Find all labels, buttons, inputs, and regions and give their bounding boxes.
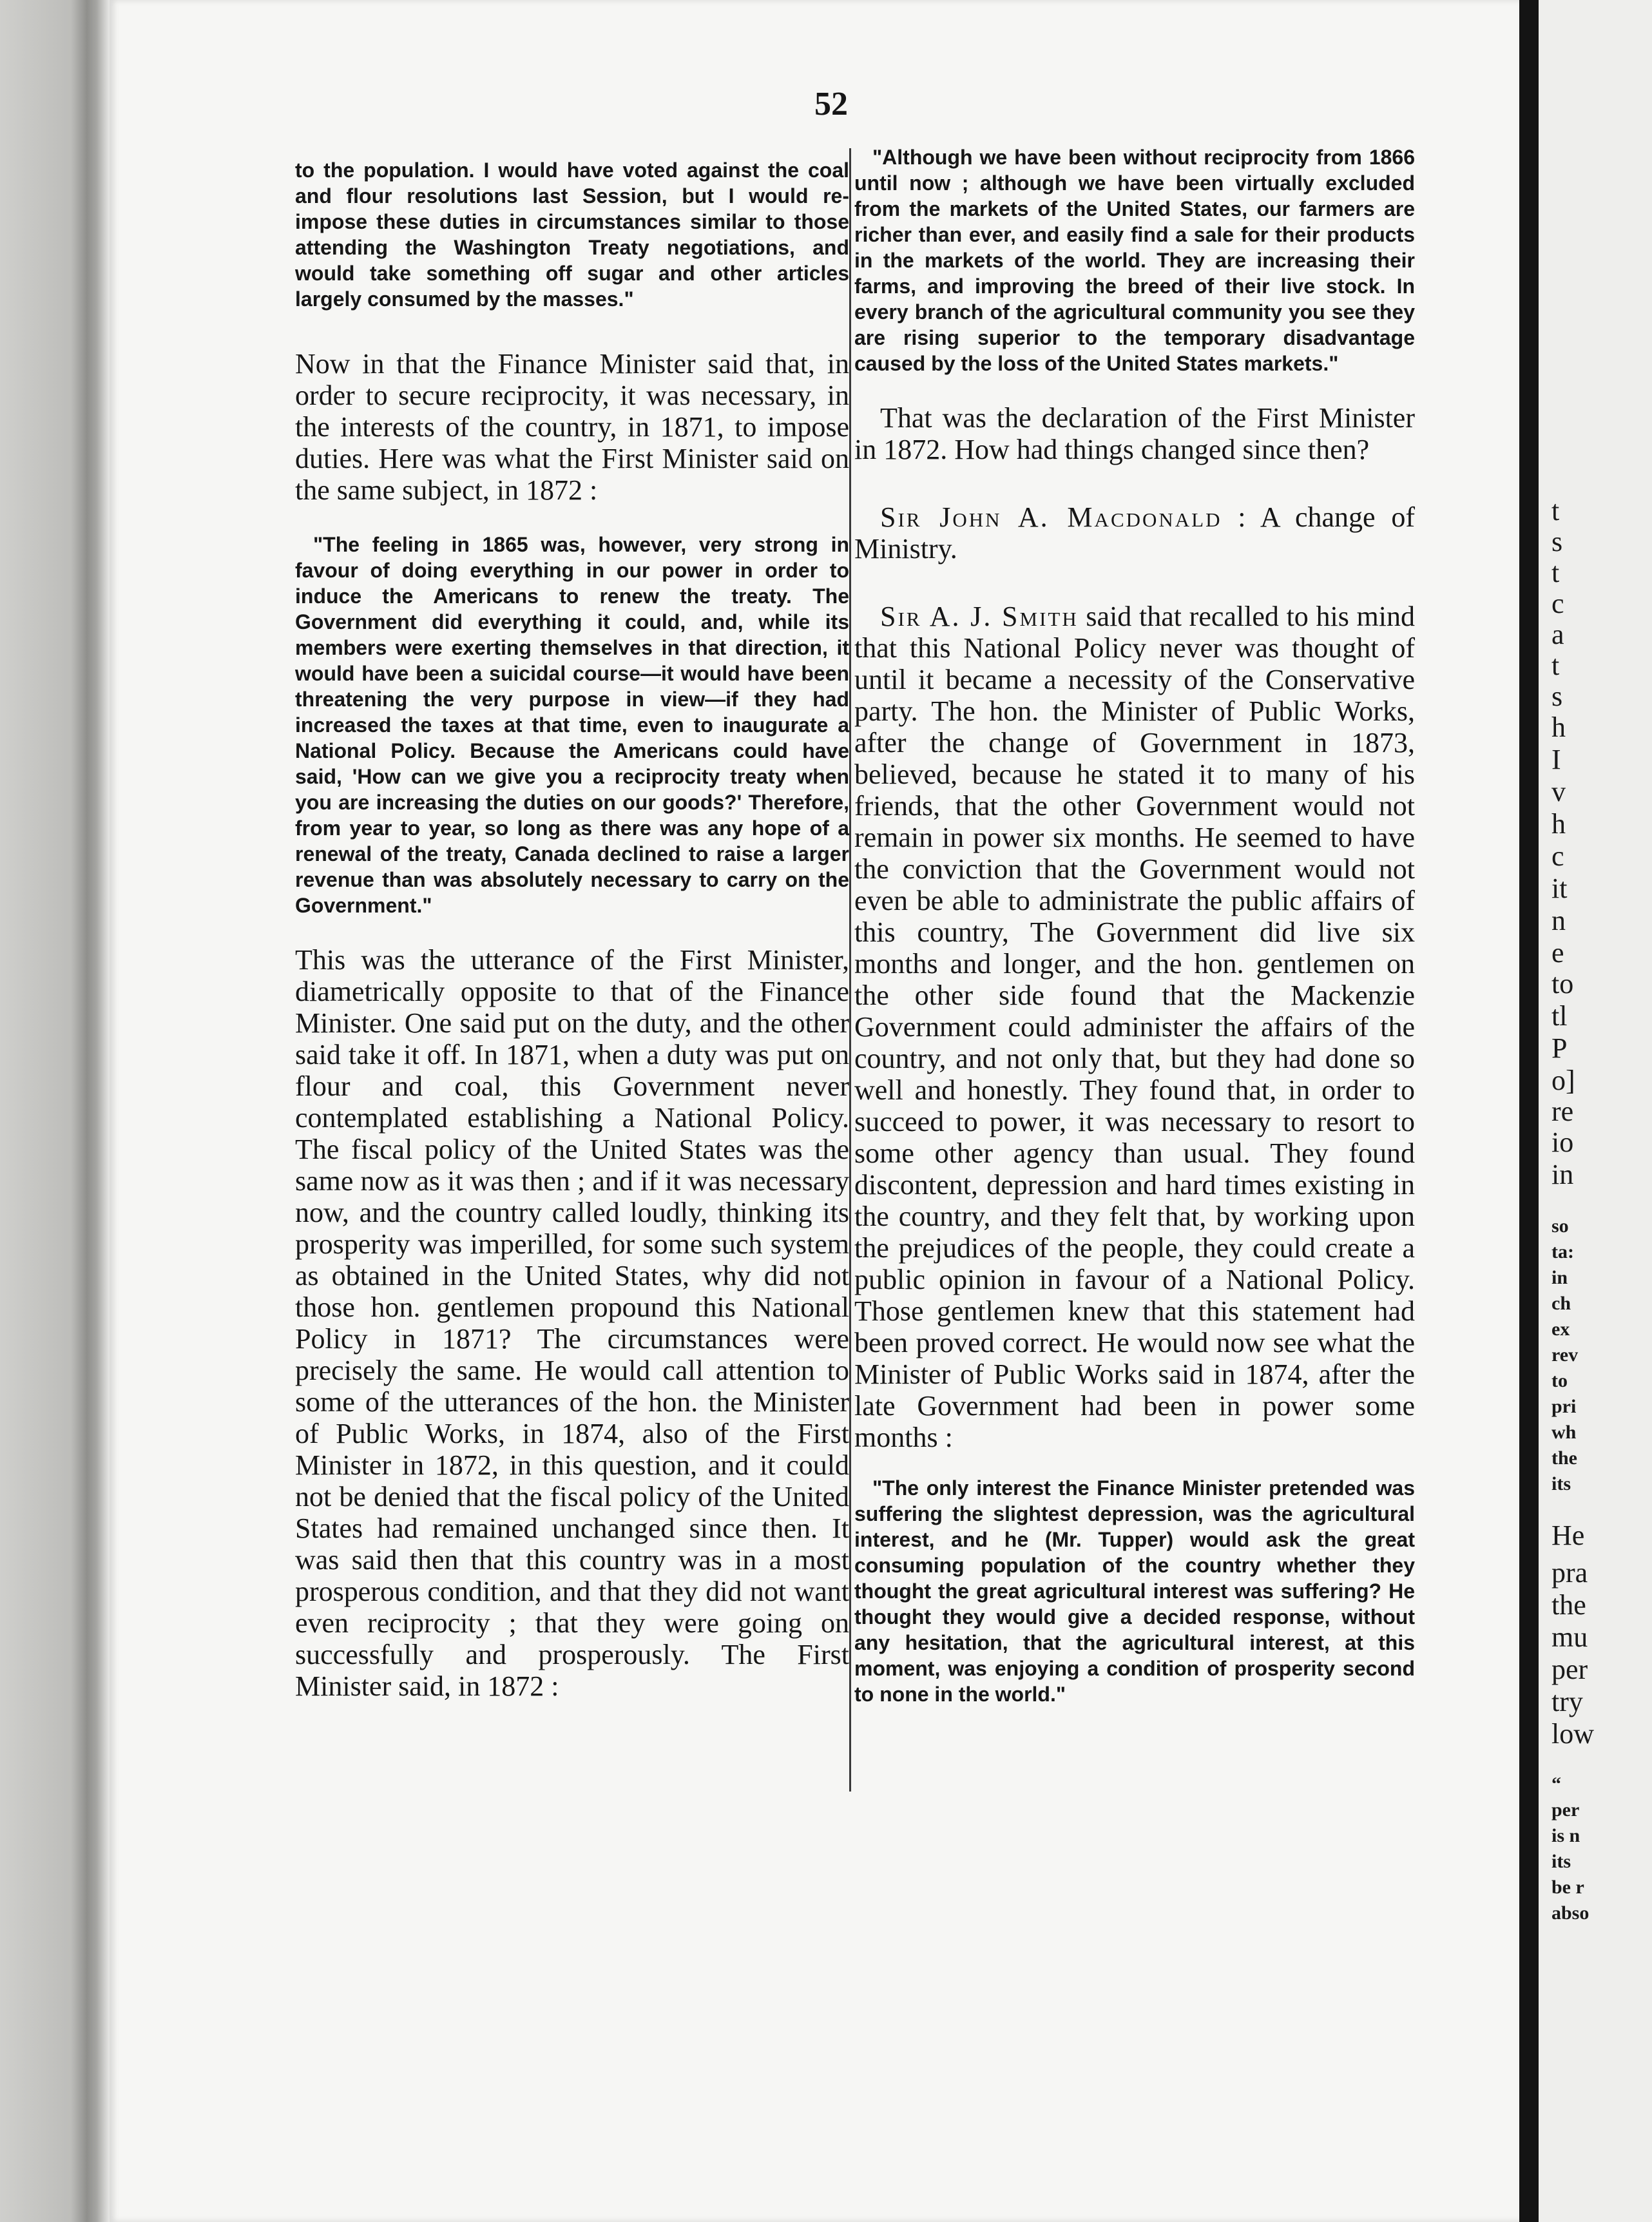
facing-page-fragment: s xyxy=(1551,526,1563,557)
facing-page-fragment: the xyxy=(1551,1447,1577,1469)
facing-page-fragment: “ xyxy=(1551,1773,1561,1795)
body-paragraph: Now in that the Finance Minister said that, in order to secure reciprocity, it was necessary, in the interests of the country, in 1871, to impose duties. Here was what the First Minister said on the same subject, in 1872 : xyxy=(295,348,849,506)
facing-page-fragment: tl xyxy=(1551,1000,1568,1032)
facing-page-fragment: is n xyxy=(1551,1825,1580,1846)
facing-page-fragment: in xyxy=(1551,1267,1568,1288)
facing-page-fragment: the xyxy=(1551,1589,1586,1621)
facing-page-fragment: be r xyxy=(1551,1877,1584,1898)
facing-page-fragment: abso xyxy=(1551,1902,1590,1924)
facing-page-fragment: pra xyxy=(1551,1557,1588,1589)
facing-page-fragment: c xyxy=(1551,588,1564,619)
body-paragraph: That was the declaration of the First Minister in 1872. How had things changed since then? xyxy=(854,402,1415,465)
block-quote: "The only interest the Finance Minister pretended was suffering the slightest depression, was the agricultural interest, and he (Mr. Tupper) would ask the great consuming population of the country whether they thought the great agricultural interest was suffering? He thought they would give a decided response, without any hesitation, that the agricultural interest, at this moment, was enjoying a condition of prosperity second to none in the world." xyxy=(854,1476,1415,1706)
facing-page-fragment: it xyxy=(1551,873,1568,904)
facing-page-fragment: rev xyxy=(1551,1344,1579,1366)
right-column xyxy=(854,144,1415,1707)
facing-page-fragment: ch xyxy=(1551,1293,1571,1314)
facing-page-fragment: its xyxy=(1551,1851,1571,1872)
facing-page-fragment: t xyxy=(1551,557,1560,588)
facing-page-fragment: h xyxy=(1551,808,1566,840)
speaker-remark: : A change of Ministry. xyxy=(854,501,1415,565)
facing-page-fragment: I xyxy=(1551,744,1561,775)
facing-page-fragment: try xyxy=(1551,1686,1583,1717)
facing-page-fragment: a xyxy=(1551,619,1564,650)
page-number: 52 xyxy=(814,86,848,122)
body-paragraph: This was the utterance of the First Minister, diametrically opposite to that of the Finance Minister. One said put on the duty, and the other said take it off. In 1871, when a duty was put on flour and coal, this Government never contemplated establishing a National Policy. The fiscal policy of the United States was the same now as it was then ; and if it was necessary now, and the country called loudly, thinking its prosperity was imperilled, for some such system as obtained in the United States, why did not those hon. gentlemen propound this National Policy in 1871? The circumstances were precisely the same. He would call attention to some of the utterances of the hon. the Minister of Public Works, in 1874, also of the First Minister in 1872, in this question, and it could not be denied that the fiscal policy of the United States had remained unchanged since then. It was said then that this country was in a most prosperous condition, and that they did not want even reciprocity ; that they were going on successfully and prosperously. The First Minister said, in 1872 : xyxy=(295,944,849,1702)
block-quote: "The feeling in 1865 was, however, very strong in favour of doing everything in our power in order to induce the Americans to renew the treaty. The Government did everything it could, and, while its members were exerting themselves in that direction, it would have been a suicidal course—it would have been threatening the very purpose in view—if they had increased the taxes at that time, even to inaugurate a National Policy. Because the Americans could have said, 'How can we give you a reciprocity treaty when you are increasing the duties on our goods?' Therefore, from year to year, so long as there was any hope of a renewal of the treaty, Canada declined to raise a larger revenue than was absolutely necessary to carry on the Government." xyxy=(295,533,849,917)
column-divider xyxy=(849,148,851,1792)
facing-page-fragment: c xyxy=(1551,840,1564,872)
block-quote: "Although we have been without reciprocity from 1866 until now ; although we have been virtually excluded from the markets of the United States, our farmers are richer than ever, and easily find a sale for their products in the markets of the world. They are increasing their farms, and improving the breed of their live stock. In every branch of the agricultural community you see they are rising superior to the temporary disadvantage caused by the loss of the United States markets." xyxy=(854,146,1415,375)
facing-page-fragment: io xyxy=(1551,1126,1574,1158)
facing-page-fragment: ex xyxy=(1551,1319,1570,1340)
speaker-paragraph xyxy=(854,601,1415,1453)
facing-page-fragment: s xyxy=(1551,681,1563,712)
facing-page-fragment: per xyxy=(1551,1654,1588,1685)
speaker-name: Sir John A. Macdonald xyxy=(880,501,1222,533)
page-gutter-shadow xyxy=(1519,0,1539,2222)
facing-page-fragment: n xyxy=(1551,905,1566,936)
facing-page-fragment: t xyxy=(1551,495,1560,527)
left-column xyxy=(295,157,849,1702)
facing-page-fragment: to xyxy=(1551,1370,1568,1391)
facing-page-fragment: its xyxy=(1551,1473,1571,1494)
facing-page-fragment: low xyxy=(1551,1718,1594,1750)
facing-page-fragment: mu xyxy=(1551,1621,1588,1653)
facing-page-fragment: per xyxy=(1551,1799,1580,1821)
speaker-remark: said that recalled to his mind that this National Policy never was thought of until it became a necessity of the Conservative party. The hon. the Minister of Public Works, after the change of Government in 1873, believed, because he stated it to many of his friends, that the other Government would not remain in power six months. He seemed to have the conviction that the Government would not even be able to administrate the public affairs of this country, The Government did live six months and longer, and the hon. gentlemen on the other side found that the Mackenzie Government could administer the affairs of the country, and not only that, but they had done so well and honestly. They found that, in order to succeed to power, it was necessary to resort to some other agency than usual. They found discontent, depression and hard times existing in the country, and they felt that, by working upon the prejudices of the people, they could create a public opinion in favour of a National Policy. Those gentlemen knew that this statement had been proved correct. He would now see what the Minister of Public Works said in 1874, after the late Government had been in power some months : xyxy=(854,601,1415,1453)
quote-continuation: to the population. I would have voted against the coal and flour resolutions last Session, but I would re-impose these duties in circumstances similar to those attending the Washington Treaty negotiations, and would take something off sugar and other articles largely consumed by the masses." xyxy=(295,159,849,311)
facing-page-fragment: P xyxy=(1551,1032,1568,1064)
facing-page-fragment: in xyxy=(1551,1159,1574,1190)
facing-page-fragment: wh xyxy=(1551,1422,1577,1443)
scan-binding-edge xyxy=(0,0,110,2222)
facing-page-fragment: o] xyxy=(1551,1065,1575,1096)
speaker-name: Sir A. J. Smith xyxy=(880,601,1079,632)
facing-page-fragment: v xyxy=(1551,776,1566,807)
facing-page-fragment: e xyxy=(1551,937,1564,969)
facing-page-fragment: re xyxy=(1551,1096,1574,1127)
facing-page-fragment: t xyxy=(1551,650,1560,681)
facing-page-fragment: so xyxy=(1551,1215,1569,1237)
facing-page-fragment: ta: xyxy=(1551,1241,1574,1262)
facing-page-fragment: h xyxy=(1551,711,1566,743)
facing-page-fragment: He xyxy=(1551,1520,1585,1551)
speaker-paragraph xyxy=(854,501,1415,565)
facing-page-fragment: to xyxy=(1551,968,1574,1000)
facing-page-fragment: pri xyxy=(1551,1396,1577,1417)
